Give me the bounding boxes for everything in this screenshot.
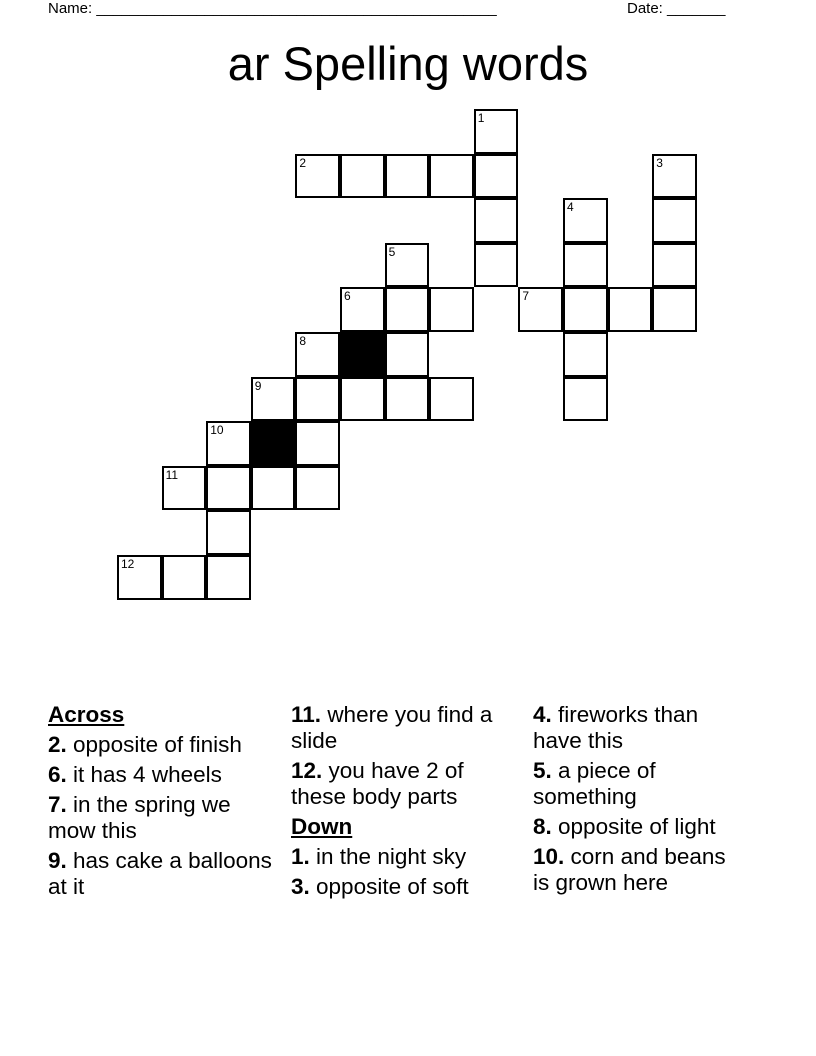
cell-number: 9 bbox=[254, 378, 262, 393]
crossword-cell[interactable] bbox=[162, 466, 207, 511]
crossword-cell[interactable] bbox=[295, 377, 340, 422]
clue-item bbox=[48, 732, 278, 758]
clue-number: 6. bbox=[48, 762, 67, 787]
clue-number: 11. bbox=[291, 702, 322, 727]
crossword-cell[interactable] bbox=[251, 377, 296, 422]
crossword-cell[interactable] bbox=[385, 243, 430, 288]
cell-number: 10 bbox=[210, 423, 224, 438]
clue-text: opposite of soft bbox=[316, 874, 469, 899]
crossword-cell[interactable] bbox=[652, 243, 697, 288]
crossword-cell[interactable] bbox=[295, 421, 340, 466]
name-field-label: Name: ________________________________________________ bbox=[48, 0, 497, 17]
crossword-cell[interactable] bbox=[340, 377, 385, 422]
crossword-cell[interactable] bbox=[608, 287, 653, 332]
clue-text: has cake a balloons at it bbox=[48, 848, 272, 899]
clue-number: 8. bbox=[533, 814, 552, 839]
clue-number: 10. bbox=[533, 844, 565, 869]
clue-item bbox=[291, 758, 516, 810]
clue-text: opposite of finish bbox=[73, 732, 242, 757]
clue-text: in the spring we mow this bbox=[48, 792, 231, 843]
cell-number: 4 bbox=[567, 200, 574, 215]
clue-text: fireworks than have this bbox=[533, 702, 699, 753]
clue-item bbox=[533, 758, 748, 810]
clue-number: 5. bbox=[533, 758, 552, 783]
cell-number: 2 bbox=[299, 155, 307, 170]
crossword-cell[interactable] bbox=[295, 332, 340, 377]
crossword-cell[interactable] bbox=[563, 287, 608, 332]
clues-column-3 bbox=[533, 702, 748, 900]
date-field-label: Date: _______ bbox=[627, 0, 726, 17]
crossword-cell[interactable] bbox=[385, 154, 430, 199]
clue-number: 7. bbox=[48, 792, 67, 817]
crossword-cell[interactable] bbox=[117, 555, 162, 600]
clue-text: opposite of light bbox=[558, 814, 716, 839]
crossword-cell[interactable] bbox=[652, 198, 697, 243]
clue-item bbox=[533, 814, 748, 840]
clue-text: in the night sky bbox=[316, 844, 467, 869]
clues-column-2 bbox=[291, 702, 516, 904]
crossword-cell[interactable] bbox=[251, 466, 296, 511]
clue-text: corn and beans is grown here bbox=[533, 844, 726, 895]
crossword-cell[interactable] bbox=[206, 466, 251, 511]
cell-number: 12 bbox=[121, 557, 135, 571]
cell-number: 7 bbox=[522, 289, 530, 304]
crossword-cell[interactable] bbox=[206, 510, 251, 555]
crossword-cell[interactable] bbox=[340, 154, 385, 199]
clue-text: you have 2 of these body parts bbox=[291, 758, 464, 809]
clue-item bbox=[533, 844, 748, 896]
crossword-cell[interactable] bbox=[429, 287, 474, 332]
cell-number: 6 bbox=[344, 289, 351, 304]
clue-item bbox=[533, 702, 748, 754]
clue-number: 2. bbox=[48, 732, 67, 757]
clue-item bbox=[48, 792, 278, 844]
cell-number: 5 bbox=[388, 244, 396, 259]
clues-column-1 bbox=[48, 702, 278, 904]
cell-number: 11 bbox=[165, 467, 179, 482]
clue-text: where you find a slide bbox=[291, 702, 493, 753]
crossword-cell[interactable] bbox=[206, 555, 251, 600]
crossword-cell[interactable] bbox=[385, 287, 430, 332]
crossword-cell[interactable] bbox=[563, 377, 608, 422]
clue-number: 12. bbox=[291, 758, 323, 783]
crossword-cell[interactable] bbox=[652, 287, 697, 332]
crossword-cell[interactable] bbox=[563, 198, 608, 243]
cell-number: 1 bbox=[477, 111, 485, 125]
crossword-cell[interactable] bbox=[518, 287, 563, 332]
clue-item bbox=[291, 702, 516, 754]
clue-item bbox=[48, 762, 278, 788]
black-cell bbox=[251, 421, 296, 466]
clue-number: 4. bbox=[533, 702, 552, 727]
crossword-cell[interactable] bbox=[474, 109, 519, 154]
across-heading: Across bbox=[48, 702, 125, 727]
page-title: ar Spelling words bbox=[227, 37, 589, 90]
crossword-cell[interactable] bbox=[563, 243, 608, 288]
down-heading: Down bbox=[291, 814, 353, 839]
crossword-cell[interactable] bbox=[385, 332, 430, 377]
crossword-cell[interactable] bbox=[340, 287, 385, 332]
crossword-cell[interactable] bbox=[385, 377, 430, 422]
clue-number: 3. bbox=[291, 874, 310, 899]
clue-number: 9. bbox=[48, 848, 67, 873]
crossword-cell[interactable] bbox=[429, 154, 474, 199]
cell-number: 3 bbox=[656, 155, 663, 170]
crossword-cell[interactable] bbox=[563, 332, 608, 377]
clue-text: it has 4 wheels bbox=[73, 762, 222, 787]
crossword-cell[interactable] bbox=[162, 555, 207, 600]
crossword-cell[interactable] bbox=[474, 154, 519, 199]
crossword-cell[interactable] bbox=[295, 466, 340, 511]
clue-item bbox=[291, 844, 516, 870]
crossword-cell[interactable] bbox=[295, 154, 340, 199]
crossword-cell[interactable] bbox=[652, 154, 697, 199]
clue-text: a piece of something bbox=[533, 758, 656, 809]
clue-item bbox=[48, 848, 278, 900]
cell-number: 8 bbox=[299, 334, 307, 348]
crossword-cell[interactable] bbox=[429, 377, 474, 422]
black-cell bbox=[340, 332, 385, 377]
crossword-cell[interactable] bbox=[474, 243, 519, 288]
crossword-cell[interactable] bbox=[474, 198, 519, 243]
clue-item bbox=[291, 874, 516, 900]
clue-number: 1. bbox=[291, 844, 310, 869]
crossword-cell[interactable] bbox=[206, 421, 251, 466]
